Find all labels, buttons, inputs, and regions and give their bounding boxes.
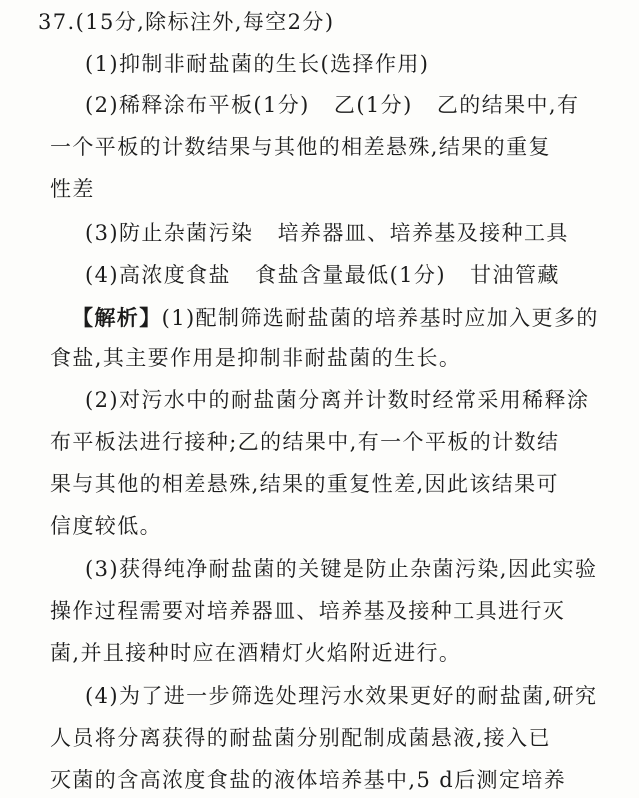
answer-1: (1)抑制非耐盐菌的生长(选择作用) bbox=[85, 52, 430, 76]
analysis-paragraph-4-line-1: (4)为了进一步筛选处理污水效果更好的耐盐菌,研究 bbox=[85, 684, 598, 708]
analysis-paragraph-3-line-2: 操作过程需要对培养器皿、培养基及接种工具进行灭 bbox=[50, 599, 566, 623]
question-header: 37.(15分,除标注外,每空2分) bbox=[38, 10, 335, 34]
analysis-paragraph-4-line-3: 灭菌的含高浓度食盐的液体培养基中,5 d后测定培养 bbox=[50, 768, 567, 792]
analysis-tag: 【解析】 bbox=[72, 305, 162, 330]
analysis-paragraph-3-line-3: 菌,并且接种时应在酒精灯火焰附近进行。 bbox=[50, 641, 462, 665]
analysis-paragraph-2-line-3: 果与其他的相差悬殊,结果的重复性差,因此该结果可 bbox=[50, 472, 559, 496]
analysis-paragraph-4-line-2: 人员将分离获得的耐盐菌分别配制成菌悬液,接入已 bbox=[50, 726, 551, 750]
analysis-paragraph-1-line-2: 食盐,其主要作用是抑制非耐盐菌的生长。 bbox=[50, 346, 462, 370]
answer-2-line-1: (2)稀释涂布平板(1分) 乙(1分) 乙的结果中,有 bbox=[85, 93, 580, 117]
analysis-paragraph-2-line-1: (2)对污水中的耐盐菌分离并计数时经常采用稀释涂 bbox=[85, 388, 590, 412]
answer-2-line-3: 性差 bbox=[50, 177, 95, 201]
analysis-p1-text: (1)配制筛选耐盐菌的培养基时应加入更多的 bbox=[161, 306, 599, 330]
answer-2-line-2: 一个平板的计数结果与其他的相差悬殊,结果的重复 bbox=[50, 135, 551, 159]
answer-4: (4)高浓度食盐 食盐含量最低(1分) 甘油管藏 bbox=[85, 263, 560, 287]
analysis-paragraph-1-line-1 bbox=[72, 307, 599, 329]
analysis-paragraph-2-line-2: 布平板法进行接种;乙的结果中,有一个平板的计数结 bbox=[50, 430, 560, 454]
analysis-paragraph-3-line-1: (3)获得纯净耐盐菌的关键是防止杂菌污染,因此实验 bbox=[85, 557, 598, 581]
answer-3: (3)防止杂菌污染 培养器皿、培养基及接种工具 bbox=[85, 221, 569, 245]
analysis-paragraph-2-line-4: 信度较低。 bbox=[50, 514, 162, 538]
